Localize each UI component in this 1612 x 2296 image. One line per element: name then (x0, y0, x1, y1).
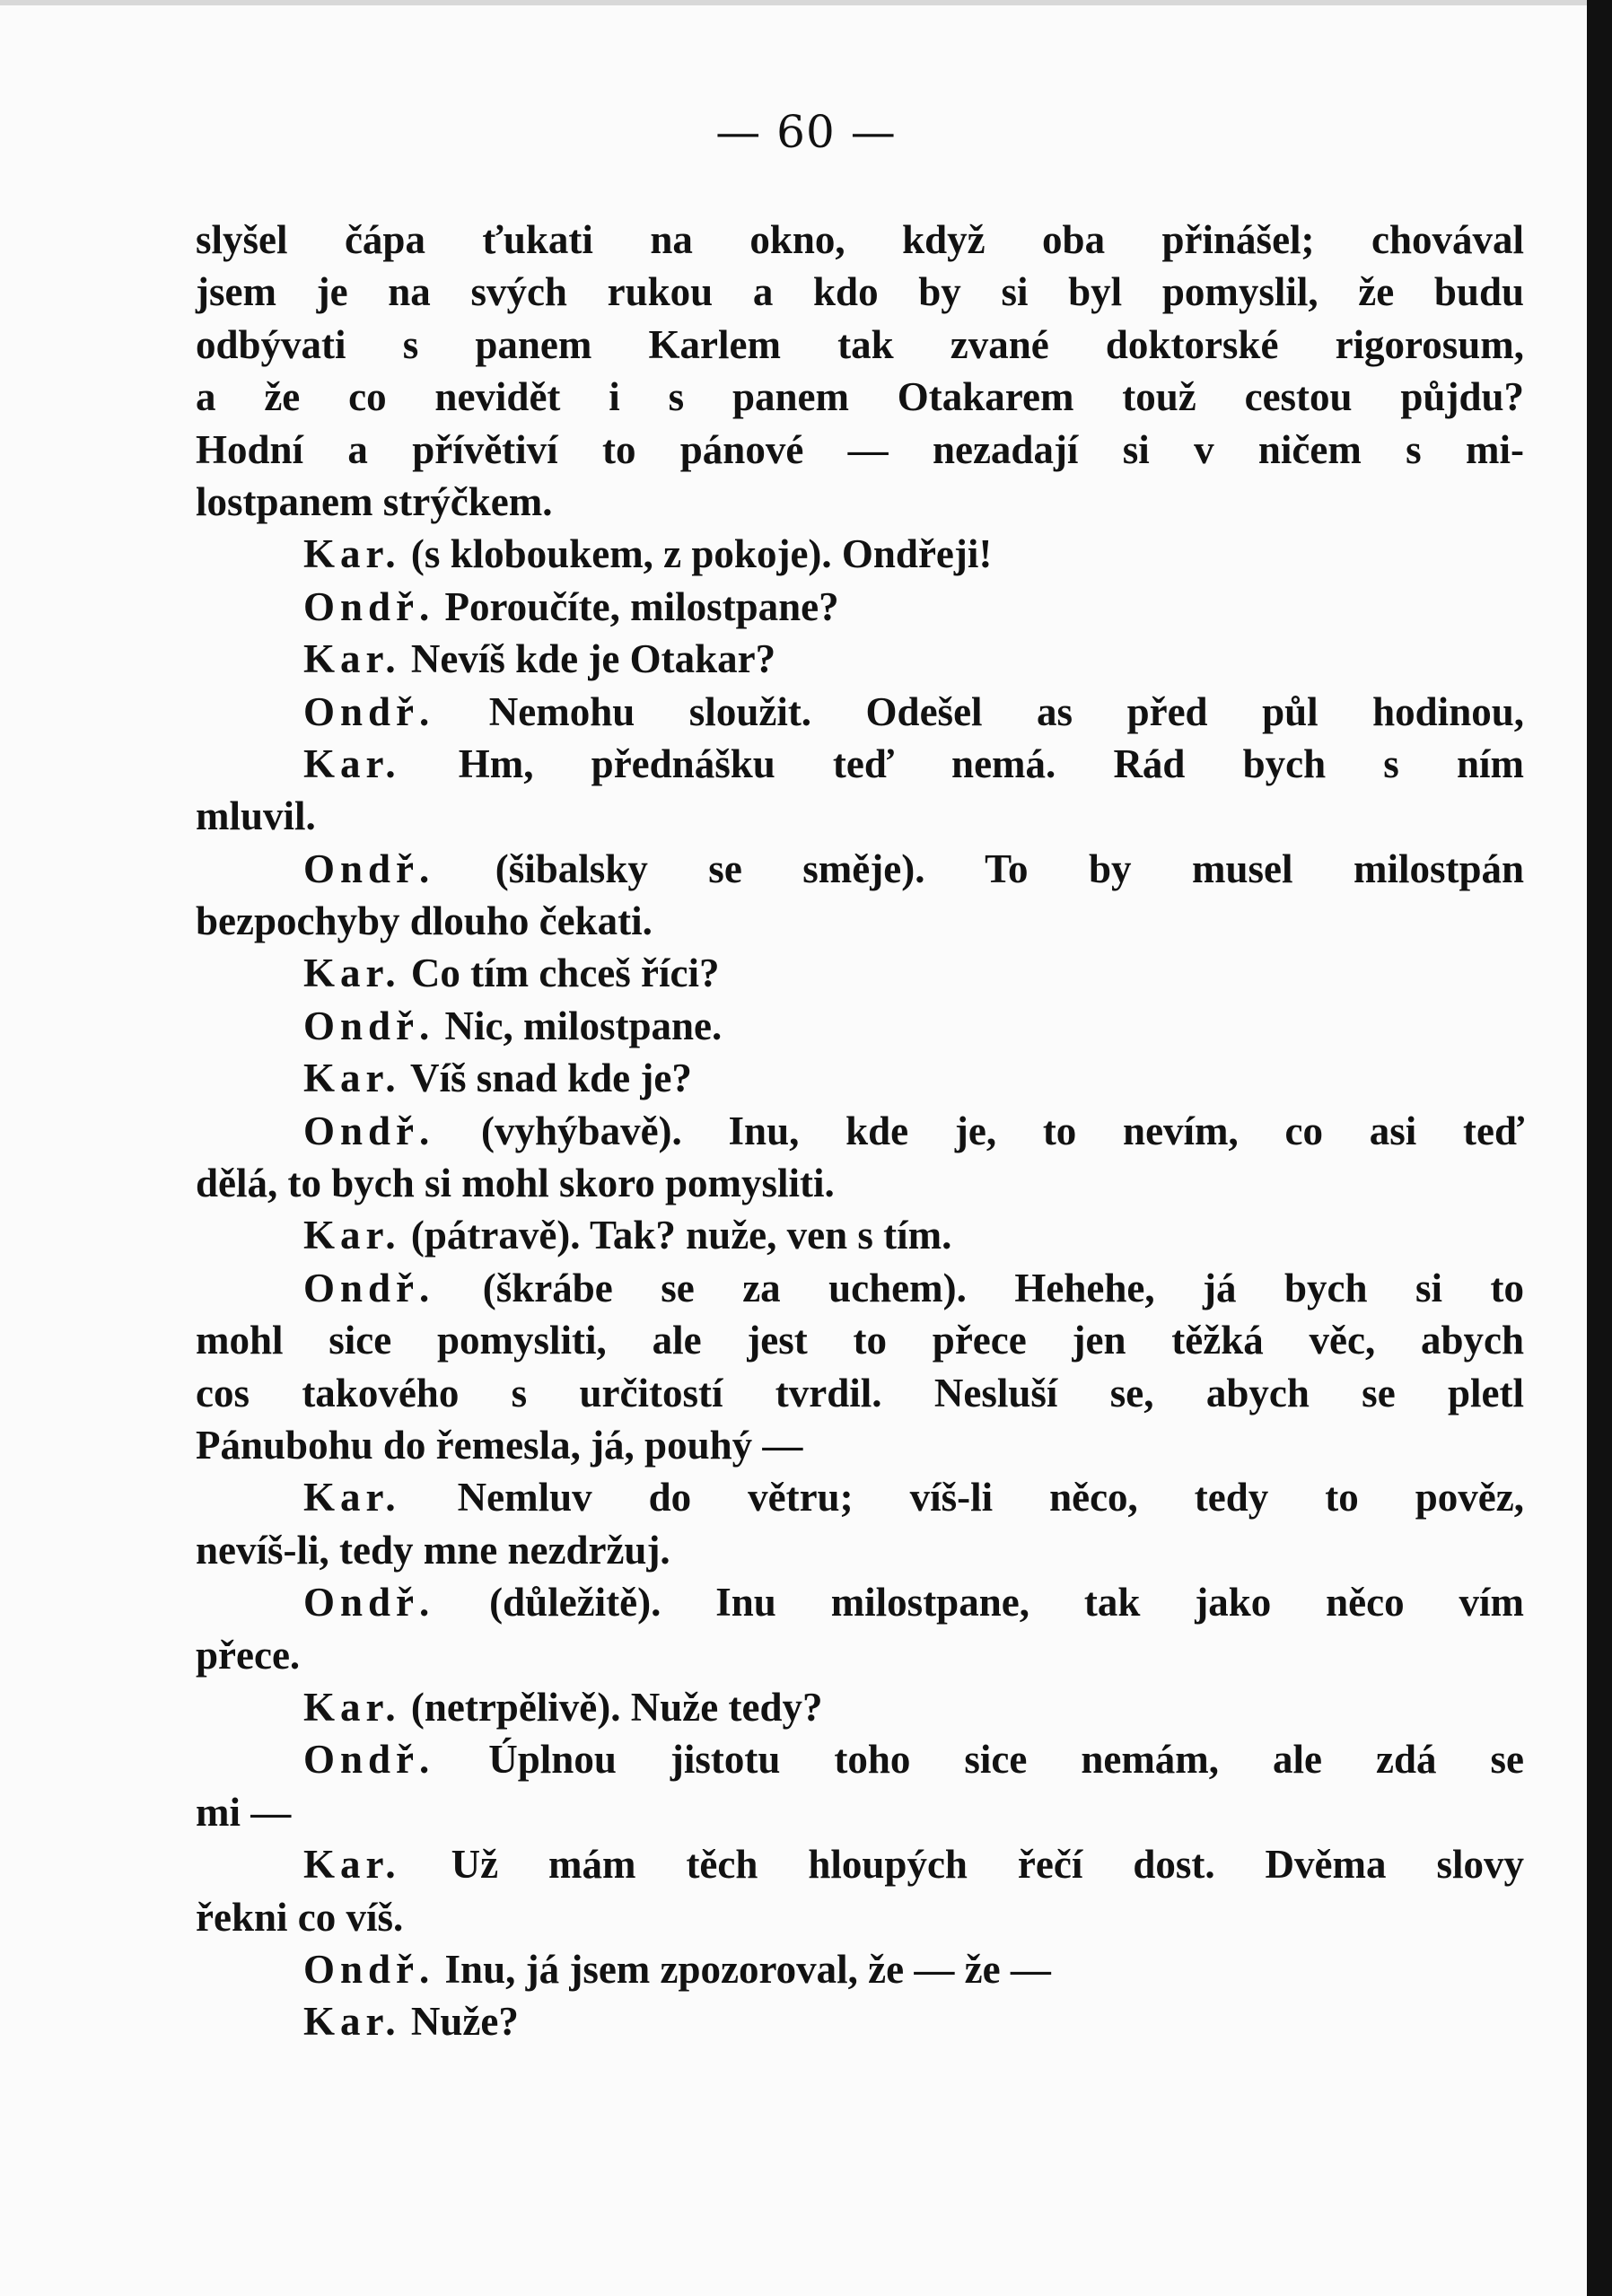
text-line (196, 528, 1524, 580)
text-line (196, 424, 1524, 476)
text-line (196, 1943, 1524, 1995)
line-text: dělá, to bych si mohl skoro pomysliti. (196, 1161, 835, 1206)
line-text: Pánubohu do řemesla, já, pouhý — (196, 1422, 803, 1468)
text-line (196, 1105, 1524, 1157)
text-line (196, 581, 1524, 633)
line-text: nevíš-li, tedy mne nezdržuj. (196, 1527, 670, 1573)
speaker-name: Ondř. (303, 1265, 435, 1310)
line-text: přece. (196, 1632, 301, 1678)
speaker-name: Kar. (303, 636, 401, 682)
text-line (196, 686, 1524, 738)
text-line (196, 1891, 1524, 1943)
speaker-name: Kar. (303, 531, 401, 577)
text-line (196, 319, 1524, 371)
line-text: mohl sice pomysliti, ale jest to přece jen těžká věc, abych (196, 1318, 1524, 1363)
text-body (196, 214, 1524, 2048)
text-line (196, 1209, 1524, 1261)
text-line (196, 895, 1524, 947)
line-text: a že co nevidět i s panem Otakarem touž cestou půjdu? (196, 374, 1524, 420)
line-text: (netrpělivě). Nuže tedy? (400, 1684, 823, 1730)
line-text: bezpochyby dlouho čekati. (196, 898, 653, 944)
text-line (196, 1157, 1524, 1209)
speaker-name: Ondř. (303, 1003, 435, 1048)
line-text: řekni co víš. (196, 1894, 404, 1940)
line-text: (šibalsky se směje). To by musel milostpán (434, 846, 1524, 891)
text-line (196, 214, 1524, 266)
text-line (196, 1576, 1524, 1628)
text-line (196, 1262, 1524, 1314)
line-text: Hodní a přívětiví to pánové — nezadají si v ničem s mi- (196, 426, 1524, 472)
line-text: odbývati s panem Karlem tak zvané doktorské rigorosum, (196, 321, 1524, 367)
speaker-name: Kar. (303, 1684, 401, 1730)
line-text: slyšel čápa ťukati na okno, když oba přinášel; chovával (196, 217, 1524, 262)
text-line (196, 1419, 1524, 1471)
speaker-name: Ondř. (303, 1737, 435, 1783)
speaker-name: Ondř. (303, 583, 435, 629)
text-line (196, 1314, 1524, 1366)
line-text: Nevíš kde je Otakar? (400, 636, 776, 682)
line-text: Nic, milostpane. (434, 1003, 723, 1048)
speaker-name: Kar. (303, 741, 401, 786)
text-line (196, 1681, 1524, 1733)
line-text: (s kloboukem, z pokoje). Ondřeji! (400, 531, 993, 577)
text-line (196, 1471, 1524, 1523)
line-text: (škrábe se za uchem). Hehehe, já bych si to (434, 1265, 1524, 1310)
speaker-name: Ondř. (303, 1580, 435, 1626)
scan-right-edge (1587, 0, 1612, 2296)
line-text: Inu, já jsem zpozoroval, že — že — (434, 1946, 1051, 1992)
text-line (196, 1629, 1524, 1681)
line-text: Už mám těch hloupých řečí dost. Dvěma slovy (400, 1842, 1524, 1888)
line-text: Víš snad kde je? (400, 1056, 692, 1101)
line-text: Poroučíte, milostpane? (434, 583, 839, 629)
line-text: (pátravě). Tak? nuže, ven s tím. (400, 1213, 952, 1258)
speaker-name: Kar. (303, 1842, 401, 1888)
speaker-name: Kar. (303, 1056, 401, 1101)
line-text: (vyhýbavě). Inu, kde je, to nevím, co asi teď (434, 1108, 1524, 1153)
line-text: Co tím chceš říci? (400, 951, 720, 996)
speaker-name: Ondř. (303, 1108, 435, 1153)
line-text: Nemohu sloužit. Odešel as před půl hodinou, (434, 688, 1524, 734)
line-text: mluvil. (196, 793, 316, 839)
line-text: Úplnou jistotu toho sice nemám, ale zdá se (434, 1737, 1524, 1783)
speaker-name: Kar. (303, 1475, 401, 1520)
page-number: — 60 — (715, 106, 897, 158)
text-line (196, 790, 1524, 842)
speaker-name: Kar. (303, 1999, 401, 2045)
line-text: Hm, přednášku teď nemá. Rád bych s ním (400, 741, 1524, 786)
speaker-name: Kar. (303, 951, 401, 996)
text-line (196, 947, 1524, 999)
line-text: jsem je na svých rukou a kdo by si byl pomyslil, že budu (196, 269, 1524, 315)
speaker-name: Kar. (303, 1213, 401, 1258)
text-line (196, 843, 1524, 895)
line-text: cos takového s určitostí tvrdil. Nesluší se, abych se pletl (196, 1370, 1524, 1415)
speaker-name: Ondř. (303, 846, 435, 891)
line-text: (důležitě). Inu milostpane, tak jako něco vím (434, 1580, 1524, 1626)
line-text: Nemluv do větru; víš-li něco, tedy to pověz, (400, 1475, 1524, 1520)
text-line (196, 633, 1524, 685)
scan-top-edge (0, 0, 1612, 5)
text-line (196, 1000, 1524, 1052)
text-line (196, 1367, 1524, 1419)
text-line (196, 266, 1524, 318)
speaker-name: Ondř. (303, 1946, 435, 1992)
text-line (196, 738, 1524, 790)
text-line (196, 476, 1524, 528)
line-text: mi — (196, 1789, 292, 1835)
text-line (196, 1786, 1524, 1838)
speaker-name: Ondř. (303, 688, 435, 734)
text-line (196, 1052, 1524, 1104)
text-line (196, 1524, 1524, 1576)
text-line (196, 1995, 1524, 2047)
text-line (196, 371, 1524, 423)
text-line (196, 1733, 1524, 1785)
text-line (196, 1838, 1524, 1890)
line-text: Nuže? (400, 1999, 519, 2045)
line-text: lostpanem strýčkem. (196, 478, 553, 524)
